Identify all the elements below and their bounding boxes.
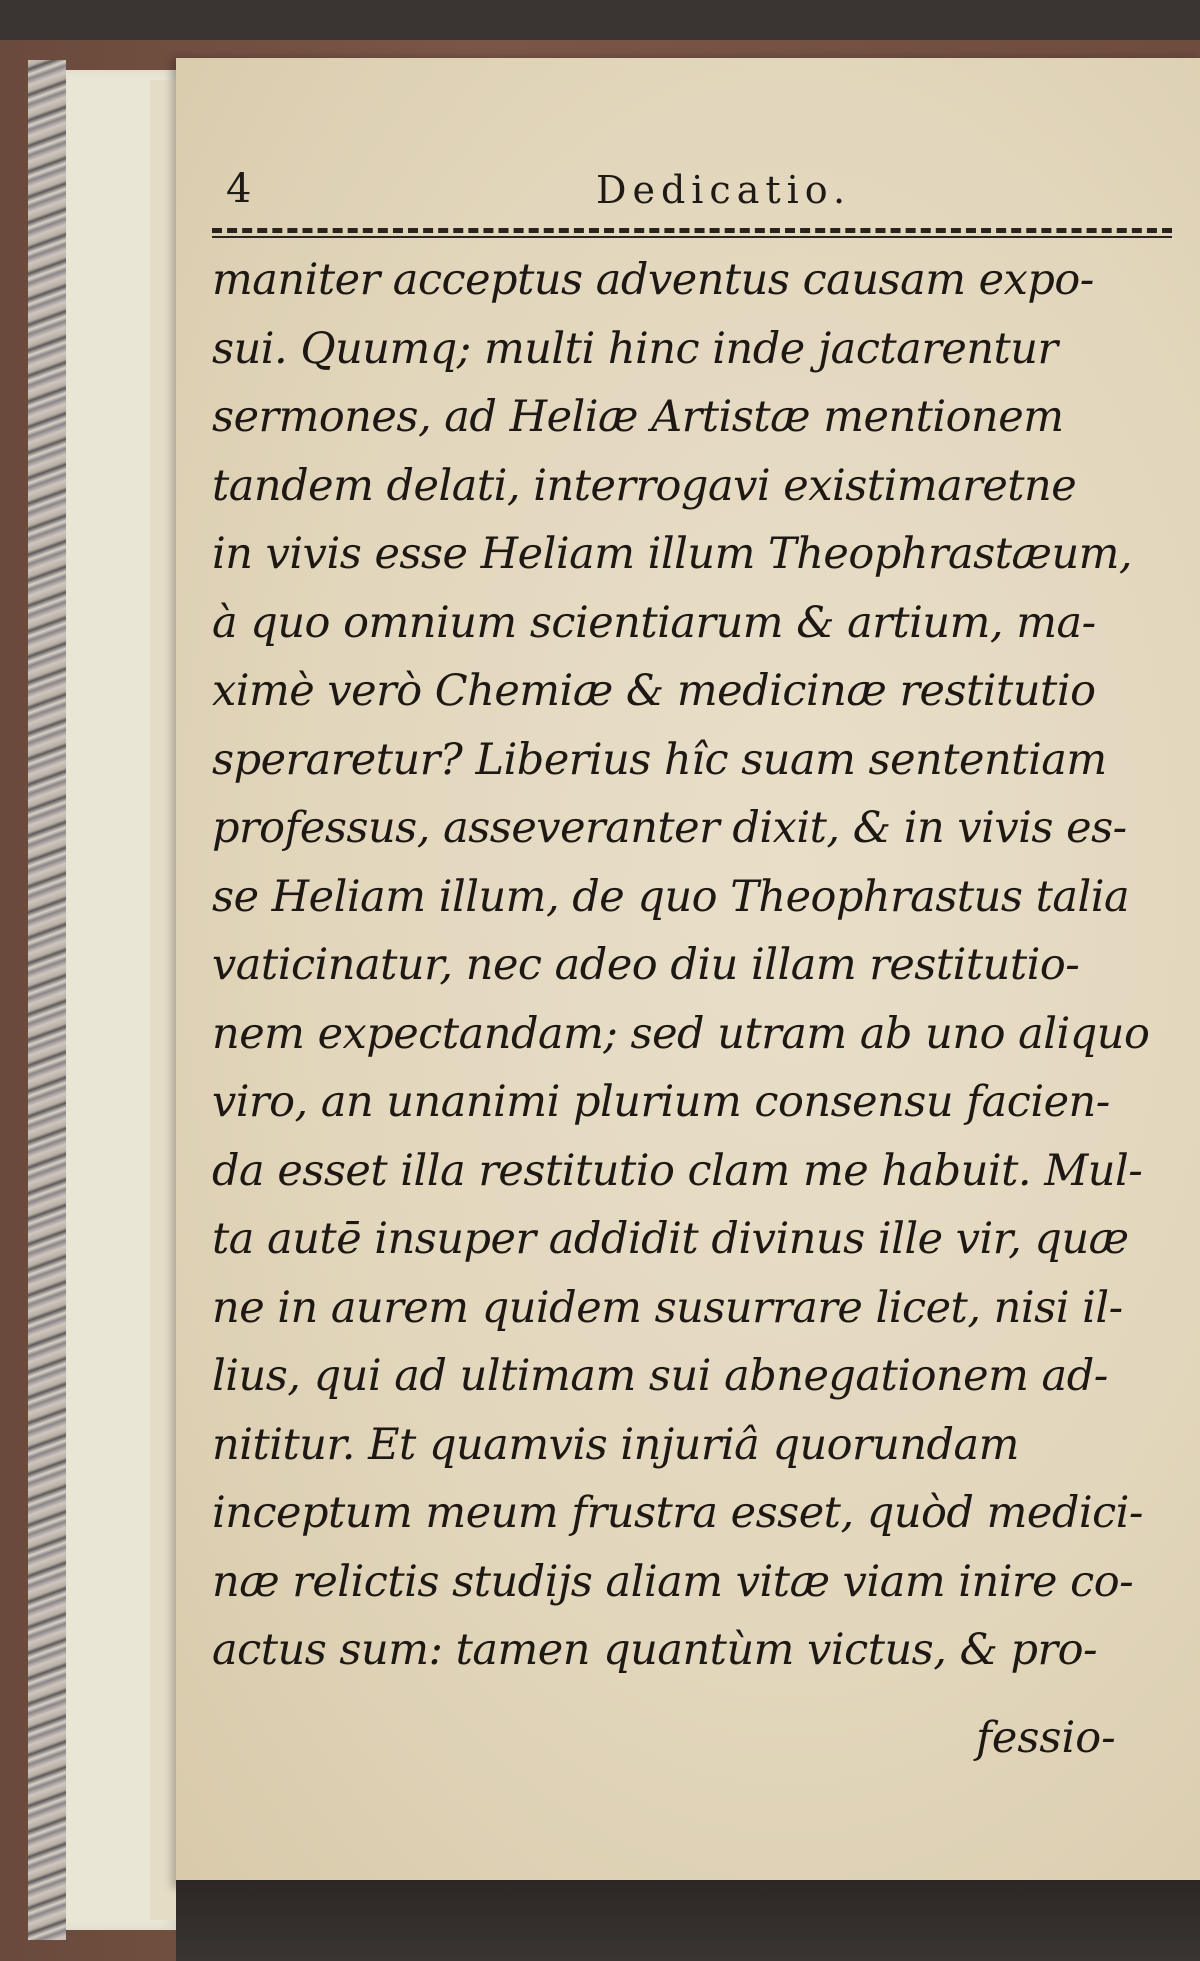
text-line: da esset illa restitutio clam me habuit. Mul- bbox=[212, 1145, 1143, 1196]
text-line: nititur. Et quamvis injuriâ quorundam bbox=[212, 1419, 1019, 1470]
printed-page bbox=[176, 58, 1200, 1888]
text-line: se Heliam illum, de quo Theophrastus talia bbox=[212, 871, 1130, 922]
text-line: actus sum: tamen quantùm victus, & pro- bbox=[212, 1625, 1098, 1675]
text-line: nem expectandam; sed utram ab uno aliquo bbox=[212, 1008, 1150, 1059]
header-rule-dashed bbox=[212, 228, 1172, 233]
text-line: sermones, ad Heliæ Artistæ mentionem bbox=[212, 392, 1064, 442]
page-number: 4 bbox=[226, 166, 252, 212]
text-line: ta autē insuper addidit divinus ille vir, quæ bbox=[212, 1214, 1129, 1264]
text-line: in vivis esse Heliam illum Theophrastæum, bbox=[212, 529, 1133, 579]
bottom-shadow bbox=[176, 1880, 1200, 1961]
text-line: à quo omnium scientiarum & artium, ma- bbox=[212, 597, 1096, 648]
text-line: inceptum meum frustra esset, quòd medici- bbox=[212, 1488, 1143, 1538]
running-head: Dedicatio. bbox=[596, 168, 852, 212]
marbled-endpaper-edge bbox=[28, 60, 66, 1940]
text-line: næ relictis studijs aliam vitæ viam inire co- bbox=[212, 1556, 1134, 1607]
text-line: viro, an unanimi plurium consensu facien- bbox=[212, 1077, 1110, 1127]
text-line: speraretur? Liberius hîc suam sententiam bbox=[212, 734, 1107, 785]
page-header bbox=[216, 166, 1200, 226]
text-line: lius, qui ad ultimam sui abnegationem ad- bbox=[212, 1351, 1108, 1401]
text-line: sui. Quumq; multi hinc inde jactarentur bbox=[212, 323, 1058, 374]
text-line: maniter acceptus adventus causam expo- bbox=[212, 255, 1094, 305]
body-text bbox=[212, 246, 1182, 1685]
text-line: professus, asseveranter dixit, & in vivis es- bbox=[212, 803, 1127, 853]
catchword: fessio- bbox=[976, 1713, 1116, 1763]
text-line: vaticinatur, nec adeo diu illam restitutio- bbox=[212, 940, 1080, 990]
header-rule-solid bbox=[212, 236, 1172, 238]
text-line: ne in aurem quidem susurrare licet, nisi il- bbox=[212, 1282, 1123, 1333]
text-line: tandem delati, interrogavi existimaretne bbox=[212, 460, 1077, 511]
text-line: ximè verò Chemiæ & medicinæ restitutio bbox=[212, 666, 1096, 716]
